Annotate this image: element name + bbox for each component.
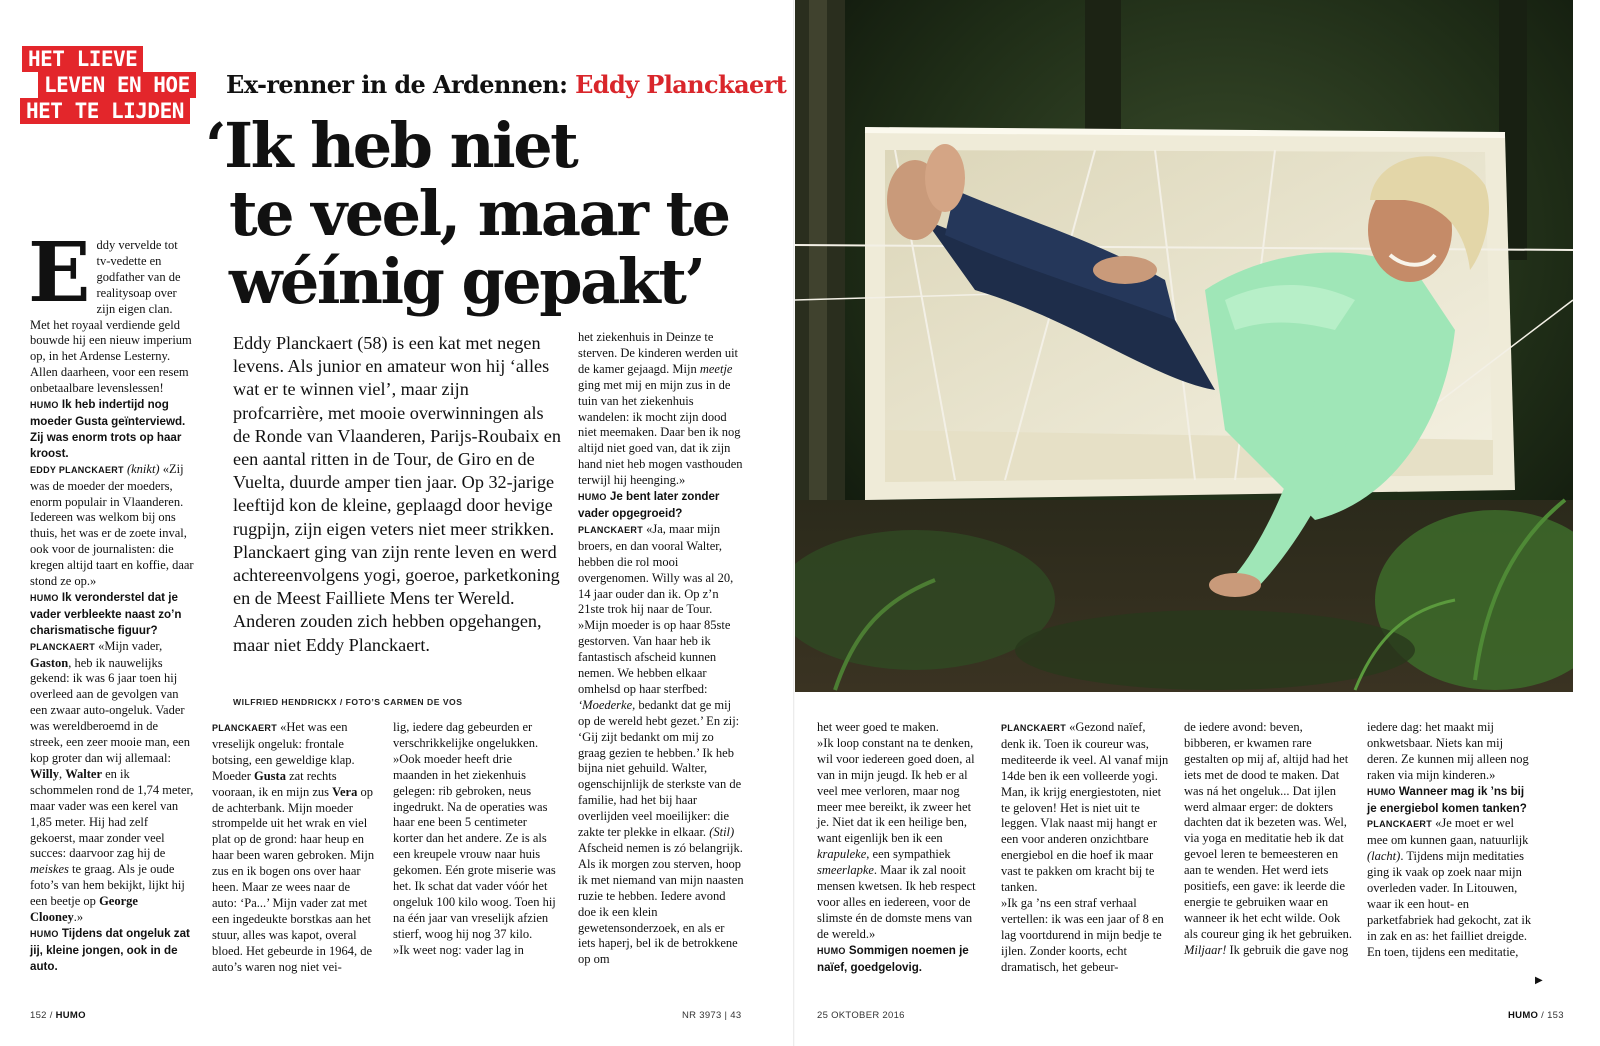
- triangle-right-icon: ▶: [1535, 975, 1543, 986]
- issue-number: NR 3973 | 43: [682, 1010, 742, 1021]
- answer-5: PLANCKAERT «Gezond naïef, denk ik. Toen ik coureur was, mediteerde ik veel. Al vanaf mijn 14de ben ik een volleerde yogi. Man, ik krijg energiestoten, niet te geloven! Het is niet uit te leggen. Vlak naast mij hangt er een voor anderen onzichtbare energiebol en die hoef ik maar vast te pakken om kracht bij te tanken.: [1001, 720, 1169, 895]
- answer-6: PLANCKAERT «Je moet er wel mee om kunnen gaan, natuurlijk (lacht). Tijdens mijn meditaties ging ik vaak op zoek naar mijn overleden vader. In Litouwen, waar ik een hout- en parketfabriek had gekocht, zat ik in zak en as: het failliet dreigde. En toen, tijdens een meditatie,: [1367, 816, 1532, 959]
- rubric-line-3: HET TE LIJDEN: [20, 98, 190, 124]
- question-6: HUMO Wanneer mag ik ’ns bij je energiebol komen tanken?: [1367, 784, 1527, 815]
- kicker-name: Eddy Planckaert: [575, 70, 787, 99]
- body-column-8: iedere dag: het maakt mij onkwetsbaar. Niets kan mij deren. Ze kunnen mij alleen nog raken via mijn kinderen.» HUMO Wanneer mag ik ’ns bij je energiebol komen tanken? PLANCKAERT «Je moet er wel mee om kunnen gaan, natuurlijk (lacht). Tijdens mijn meditaties ging ik vaak op zoek naar mijn overleden vader. In Litouwen, waar ik een hout- en parketfabriek had gekocht, zat ik in zak en as: het failliet dreigde. En toen, tijdens een meditatie,: [1367, 720, 1535, 961]
- question-5: HUMO Sommigen noemen je naïef, goedgelovig.: [817, 943, 969, 974]
- col1-para-1: ddy vervelde tot tv-vedette en godfather van de realitysoap over zijn eigen clan. Met het royaal verdiende geld bouwde hij een nieuw imperium op, in het Ardense Lesterny. Allen daarheen, voor een resem onbetaalbare levenslessen!: [30, 238, 192, 396]
- rubric-label: [20, 46, 202, 124]
- headline: [205, 109, 765, 318]
- drop-cap: E: [28, 225, 91, 321]
- question-4: HUMO Je bent later zonder vader opgegroeid?: [578, 490, 720, 520]
- headline-line-2: te veel, maar te: [229, 177, 729, 250]
- question-3: HUMO Tijdens dat ongeluk zat jij, kleine jongen, ook in de auto.: [30, 926, 190, 973]
- rubric-line-2: LEVEN EN HOE: [38, 72, 196, 98]
- question-2: HUMO Ik veronderstel dat je vader verbleekte naast zo’n charismatische figuur?: [30, 590, 182, 637]
- intro-text: Eddy Planckaert (58) is een kat met negen levens. Als junior en amateur won hij ‘alles wat er te winnen viel’, maar zijn profcarrière, met mooie overwinningen als de Ronde van Vlaanderen, Parijs-Roubaix en een aantal ritten in de Tour, de Giro en de Vuelta, duurde amper tien jaar. Op 32-jarige leeftijd kon de kleine, geplaagd door hevige rugpijn, zijn eigen veters niet meer strikken. Planckaert ging van zijn rente leven en werd achtereenvolgens yogi, goeroe, parketkoning en de Meest Failliete Mens ter Wereld. Anderen zouden zich hebben opgehangen, maar niet Eddy Planckaert.: [233, 333, 561, 655]
- kicker-prefix: Ex-renner in de Ardennen:: [226, 70, 576, 99]
- folio-right: HUMO / 153: [1508, 1010, 1564, 1021]
- issue-date: 25 OKTOBER 2016: [817, 1010, 905, 1021]
- folio-left: 152 / HUMO: [30, 1010, 86, 1021]
- right-page: [795, 0, 1600, 1046]
- feature-photo: [795, 0, 1573, 692]
- body-column-7: de iedere avond: beven, bibberen, er kwamen rare gestalten op mij af, altijd had het iets met de dood te maken. Dat was ná het ongeluk... Dat ijlen werd almaar erger: de dokters dachten dat ik bezeten was. Wel, via yoga en meditatie heb ik dat gevoel leren te bemeesteren en aan te wenden. Het werd iets positiefs, een gave: ik leerde die energie te gebruiken waar en wanneer ik het echt wilde. Ook als coureur ging ik het gebruiken. Miljaar! Ik gebruik die gave nog: [1184, 720, 1353, 957]
- answer-4: PLANCKAERT «Ja, maar mijn broers, en dan vooral Walter, hebben die rol mooi overgenomen. Willy was al 20, 14 jaar ouder dan ik. Op z’n 21ste trok hij naar de Tour.: [578, 521, 734, 617]
- body-column-6: PLANCKAERT «Gezond naïef, denk ik. Toen ik coureur was, mediteerde ik veel. Al vanaf mijn 14de ben ik een volleerde yogi. Man, ik krijg energiestoten, niet te geloven! Het is niet uit te leggen. Vlak naast mij hangt er een voor anderen onzichtbare energiebol en die hoef ik maar vast te pakken om kracht bij te tanken. »Ik ga ’ns een straf verhaal vertellen: ik was een jaar of 8 en lag voortdurend in mijn bedje te ijlen. Zonder koorts, echt dramatisch, het gebeur-: [1001, 720, 1169, 974]
- rubric-line-1: HET LIEVE: [22, 46, 143, 72]
- body-column-1: [28, 225, 194, 975]
- body-column-4: het ziekenhuis in Deinze te sterven. De kinderen werden uit de kamer gejaagd. Mijn meetje ging met mij en mijn zus in de tuin van het ziekenhuis wandelen: ik mocht zijn dood niet meemaken. Daar ben ik nog altijd niet goed van, dat ik zijn hand niet heb mogen vasthouden terwijl hij heenging.» HUMO Je bent later zonder vader opgegroeid? PLANCKAERT «Ja, maar mijn broers, en dan vooral Walter, hebben die rol mooi overgenomen. Willy was al 20, 14 jaar ouder dan ik. Op z’n 21ste trok hij naar de Tour. »Mijn moeder is op haar 85ste gestorven. Van haar heb ik fantastisch afscheid kunnen nemen. We hebben elkaar omhelsd op haar sterfbed: ‘Moederke, bedankt dat ge mij op de wereld hebt gezet.’ En zij: ‘Gij zijt bedankt om mij zo graag gezien te hebben.’ Ik heb bijna niet gehuild. Walter, ogenschijnlijk de sterkste van de familie, had het bij haar overlijden veel moeilijker: die zakte ter plekke in elkaar. (Stil) Afscheid nemen is zó belangrijk. Als ik morgen zou sterven, hoop ik met niemand van mijn naasten ruzie te hebben. Iedere avond doe ik een klein gewetensonderzoek, en als er iets haperj, bel ik de betrokkene op om: [578, 330, 744, 967]
- body-column-5: het weer goed te maken. »Ik loop constant na te denken, wil voor iedereen goed doen, al van in mijn jeugd. Ik heb er al veel mee verloren, maar nog meer mee bereikt, ik zweer het je. Niet dat ik een heilige ben, want eigenlijk ben ik een krapuleke, een sympathiek smeerlapke. Maar ik zal nooit mensen kwetsen. Ik heb respect voor alles en iedereen, voor de slimste én de domste mens van de wereld.» HUMO Sommigen noemen je naïef, goedgelovig.: [817, 720, 985, 976]
- headline-line-1: ‘Ik heb niet: [205, 109, 577, 182]
- kicker: [226, 70, 786, 99]
- answer-1: EDDY PLANCKAERT (knikt) «Zij was de moeder der moeders, enorm populair in Vlaanderen. Iedereen was welkom bij ons thuis, het was er de zoete inval, ook voor de journalisten: die kregen altijd taart en koffie, daar stond ze op.»: [30, 461, 194, 589]
- question-1: HUMO Ik heb indertijd nog moeder Gusta geïnterviewd. Zij was enorm trots op haar kroost.: [30, 398, 186, 460]
- body-column-2: [212, 720, 377, 976]
- headline-line-3: wéínig gepakt’: [229, 245, 704, 318]
- byline: WILFRIED HENDRICKX / FOTO’S CARMEN DE VOS: [233, 697, 463, 707]
- left-page: [0, 0, 795, 1046]
- photo-illustration: [795, 0, 1573, 692]
- answer-3: PLANCKAERT «Het was een vreselijk ongeluk: frontale botsing, een geweldige klap. Moeder Gusta zat rechts vooraan, ik en mijn zus Vera op de achterbank. Mijn moeder strompelde uit het wrak en viel plat op de grond: haar heup en haar been waren gebroken. Mijn zus en ik bogen ons over haar heen. Maar ze wees naar de auto: ‘Pa...’ Mijn vader zat met een ingedeukte borstkas aan het stuur, alles was kapot, overal bloed. Het gebeurde in 1964, de auto’s waren nog niet vei-: [212, 720, 375, 974]
- body-column-3: lig, iedere dag gebeurden er verschrikkelijke ongelukken. »Ook moeder heeft drie maanden in het ziekenhuis gelegen: rib gebroken, neus ingedrukt. Na de operaties was haar ene been 5 centimeter korter dan het andere. Ze is als een kreupele vrouw naar huis gekomen. Eén grote miserie was het. Ik schat dat vader vóór het ongeluk 100 kilo woog. Toen hij na één jaar van vreselijk afzien stierf, woog hij nog 37 kilo. »Ik weet nog: vader lag in: [393, 720, 556, 957]
- intro-paragraph: [233, 332, 561, 657]
- answer-2: PLANCKAERT «Mijn vader, Gaston, heb ik nauwelijks gekend: ik was 6 jaar toen hij overleed aan de gevolgen van een zwaar auto-ongeluk. Vader was wereldberoemd in de streek, een zeer mooie man, een kop groter dan wij allemaal: Willy, Walter en ik schommelen rond de 1,74 meter, maar vader was een kerel van 1,85 meter. Hij had zelf gekoerst, maar zonder veel succes: daarvoor zag hij de meiskes te graag. Als je oude foto’s van hem bekijkt, lijkt hij een beetje op George Clooney.»: [30, 638, 194, 925]
